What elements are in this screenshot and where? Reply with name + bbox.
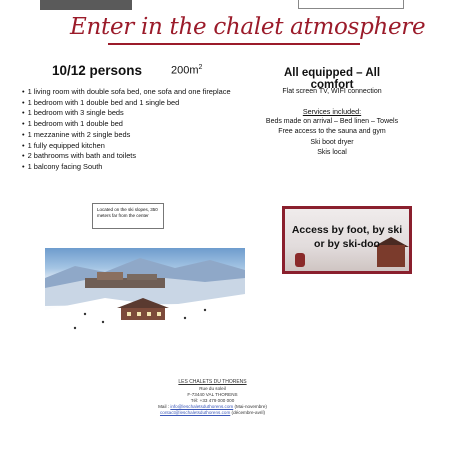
chalet-window xyxy=(147,312,151,316)
surface-area-unit-sup: 2 xyxy=(198,64,203,71)
resort-buildings-tall xyxy=(97,272,123,280)
ski-resort-illustration xyxy=(45,248,245,340)
mail-period-2: (décembre-avril) xyxy=(230,409,265,415)
surface-area-value: 200m xyxy=(171,64,199,77)
mail-link-1[interactable]: info@leschaletsduthorens.com xyxy=(170,403,234,409)
mail-link-2[interactable]: contact@leschaletsduthorens.com xyxy=(159,409,231,415)
services-list xyxy=(250,117,414,158)
service-item: Beds made on arrival – Bed linen – Towels xyxy=(265,118,399,125)
feature-item: • 2 bathrooms with bath and toilets xyxy=(22,151,262,162)
skier-dot xyxy=(204,309,206,311)
feature-item: • 1 living room with double sofa bed, one sofa and one fireplace xyxy=(22,87,262,98)
service-item: Ski boot dryer xyxy=(310,138,354,146)
location-note-text: Located on the ski slopes, 350 meters far from the center xyxy=(97,207,158,218)
title-underline xyxy=(108,43,360,45)
feature-item: • 1 fully equipped kitchen xyxy=(22,141,262,152)
company-name: LES CHALETS DU THORENS xyxy=(178,379,247,385)
feature-item: • 1 bedroom with 1 double bed xyxy=(22,119,262,130)
mail-label: Mail : xyxy=(158,403,171,409)
skier-dot xyxy=(84,313,86,315)
page-title: Enter in the chalet atmosphere xyxy=(70,14,426,40)
phone-line: Tél: +33 479 000 000 xyxy=(190,397,235,403)
mail-line-2 xyxy=(150,410,275,416)
feature-item: • 1 bedroom with 3 single beds xyxy=(22,108,262,119)
room-features-list xyxy=(22,87,262,173)
ski-resort-photo xyxy=(45,248,245,340)
service-item: Free access to the sauna and gym xyxy=(278,128,386,136)
chalet-window xyxy=(127,312,131,316)
address-line: F-73440 VAL THORENS xyxy=(187,391,238,397)
skidoo-rider-shape xyxy=(295,253,305,267)
service-item: Skis local xyxy=(317,148,347,156)
mail-period-1: (Mai-novembre) xyxy=(233,403,267,409)
equipped-headline: All equipped – All comfort xyxy=(283,67,381,91)
feature-item: • 1 balcony facing South xyxy=(22,162,262,173)
feature-item: • 1 bedroom with 1 double bed and 1 single bed xyxy=(22,98,262,109)
services-heading: Services included: xyxy=(302,107,362,116)
tv-wifi-text: Flat screen TV, WIFI connection xyxy=(282,88,382,95)
access-text: Access by foot, by ski or by ski-doo xyxy=(291,224,403,250)
chalet-window xyxy=(157,312,161,316)
resort-buildings-mid xyxy=(127,274,157,280)
top-right-frame xyxy=(298,0,404,9)
location-note-box xyxy=(92,203,164,229)
persons-count: 10/12 persons xyxy=(52,63,143,78)
access-card-image xyxy=(282,206,412,274)
contact-footer xyxy=(150,380,275,415)
skier-dot xyxy=(102,321,104,323)
skier-dot xyxy=(184,317,186,319)
top-banner-image xyxy=(40,0,132,10)
chalet-window xyxy=(137,312,141,316)
surface-area xyxy=(171,64,202,77)
skier-dot xyxy=(74,327,76,329)
address-line: Rue du soleil xyxy=(199,385,226,391)
feature-item: • 1 mezzanine with 2 single beds xyxy=(22,130,262,141)
